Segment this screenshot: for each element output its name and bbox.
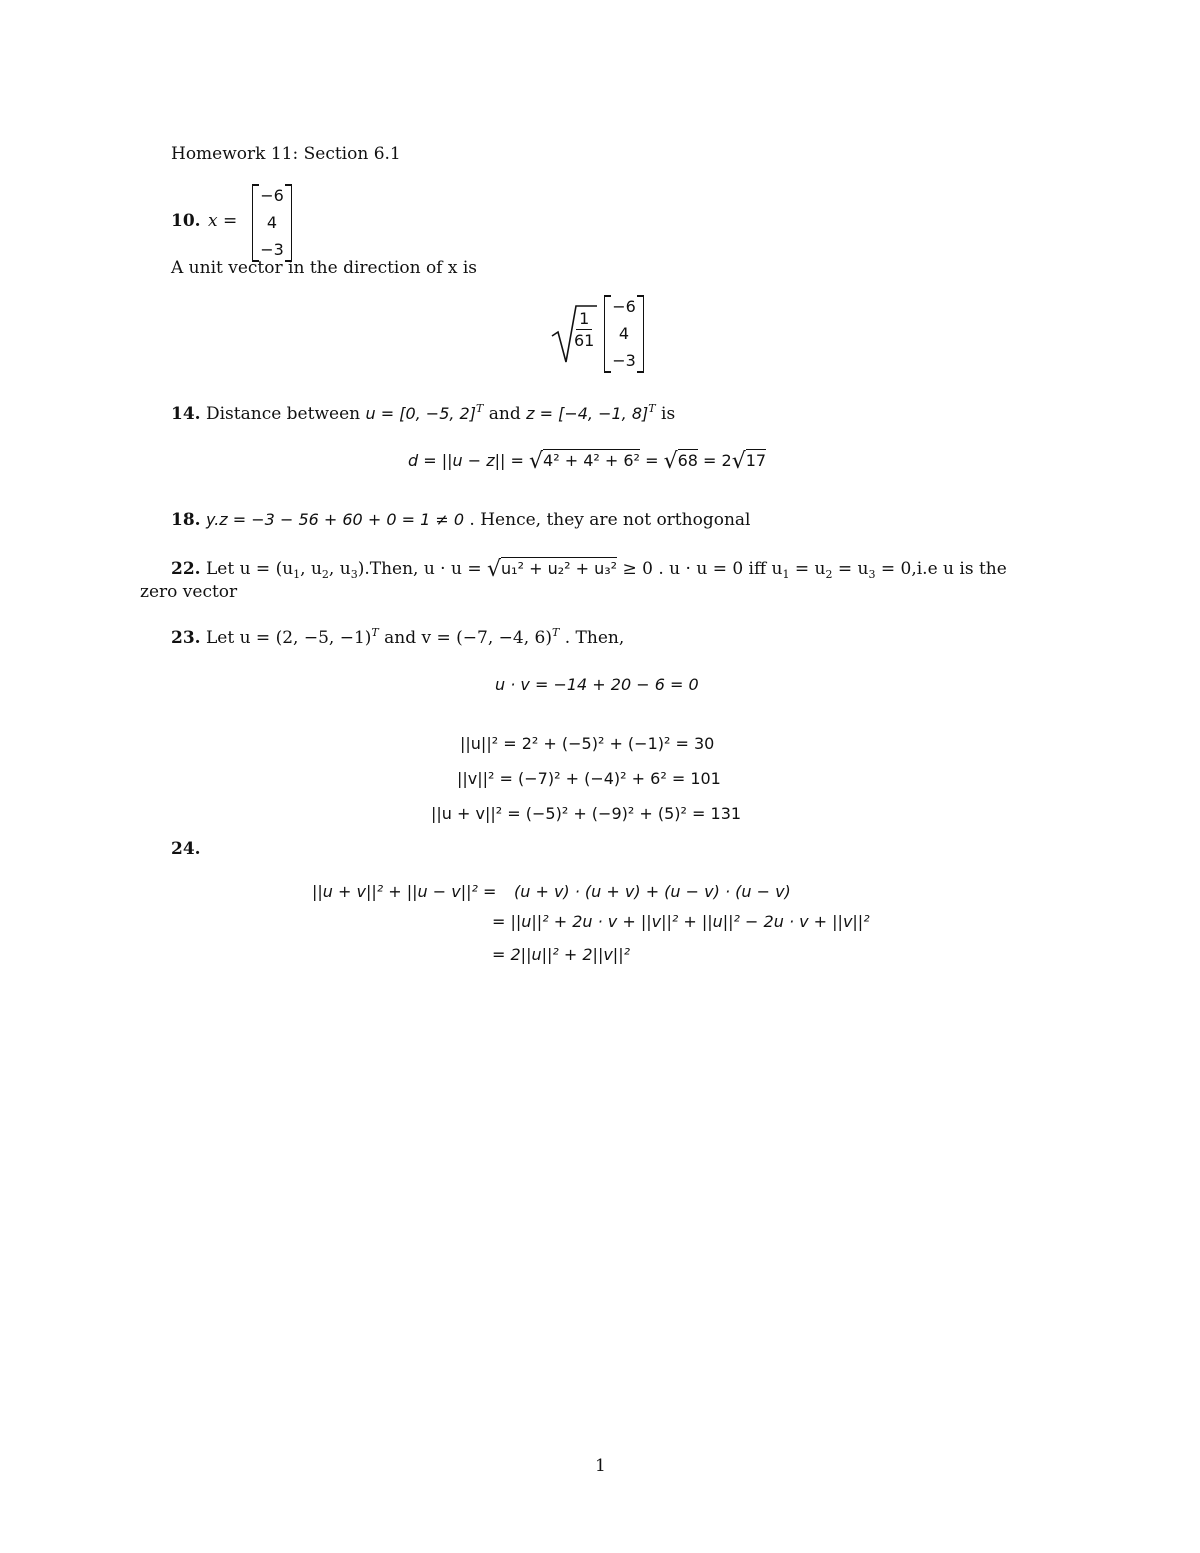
problem-10-number: 10.: [171, 211, 201, 231]
parallelogram-line-3: = 2||u||² + 2||v||²: [492, 945, 630, 964]
parallelogram-line-2: = ||u||² + 2u · v + ||v||² + ||u||² − 2u · v + ||v||²: [492, 912, 870, 931]
vector-entry: 4: [266, 213, 278, 232]
problem-23-number: 23.: [171, 628, 201, 648]
vector-entry: −6: [612, 297, 636, 316]
problem-14-text-a: Distance between: [205, 404, 361, 424]
problem-18-text: . Hence, they are not orthogonal: [469, 510, 751, 530]
vector-u: u = [0, −5, 2]: [365, 404, 476, 423]
problem-10-text: A unit vector in the direction of x is: [171, 258, 478, 278]
problem-18-line: [171, 510, 750, 530]
problem-22-continuation: zero vector: [140, 582, 238, 602]
equation-norm-u: ||u||² = 2² + (−5)² + (−1)² = 30: [460, 734, 715, 753]
equation-u-dot-v: u · v = −14 + 20 − 6 = 0: [495, 675, 699, 694]
equation-norm-v: ||v||² = (−7)² + (−4)² + 6² = 101: [457, 769, 721, 788]
problem-24-number: 24.: [171, 839, 201, 859]
equation-norm-u-plus-v: ||u + v||² = (−5)² + (−9)² + (5)² = 131: [431, 804, 742, 823]
distance-equation: d = ||u − z|| = √4² + 4² + 6² = √68 = 2√17: [408, 449, 767, 474]
problem-23-line: 23. Let u = (2, −5, −1)$^T$ and v = (−7, −4, 6)$^T$ . Then,: [171, 626, 625, 648]
problem-14-text-b: and: [488, 404, 521, 424]
norm-radicand: u₁² + u₂² + u₃²: [501, 559, 618, 578]
vector-z: z = [−4, −1, 8]: [526, 404, 649, 423]
problem-14-line: 14. Distance between u = [0, −5, 2]$^T$ and z = [−4, −1, 8]$^T$ is: [171, 402, 676, 424]
problem-14-number: 14.: [171, 404, 201, 424]
vector-entry: −3: [260, 240, 284, 259]
page-title: Homework 11: Section 6.1: [171, 144, 401, 164]
parallelogram-line-1: (u + v) · (u + v) + (u − v) · (u − v): [514, 882, 791, 901]
fraction: $\frac{1}{61}$: [574, 309, 595, 350]
problem-22-number: 22.: [171, 559, 201, 579]
vector-entry: 4: [618, 324, 630, 343]
dot-product-equation: y.z = −3 − 56 + 60 + 0 = 1 ≠ 0: [205, 510, 465, 529]
problem-10-vector: [252, 184, 292, 262]
problem-10-lhs: x =: [208, 211, 238, 231]
vector-entry: −6: [260, 186, 284, 205]
problem-22-line: 22. Let $u = (u_1$, $u_2$, $u_3).Then$, u · u = √u₁² + u₂² + u₃² ≥ 0 . u · u = 0 iff $u_1 = u_2 = u_3 = 0,i.e$ u is the: [171, 557, 1007, 582]
problem-14-text-c: is: [661, 404, 676, 424]
parallelogram-lhs: ||u + v||² + ||u − v||² =: [312, 882, 497, 901]
problem-18-number: 18.: [171, 510, 201, 530]
vector-entry: −3: [612, 351, 636, 370]
page-number: 1: [595, 1456, 606, 1476]
unit-vector-column: [604, 295, 644, 373]
